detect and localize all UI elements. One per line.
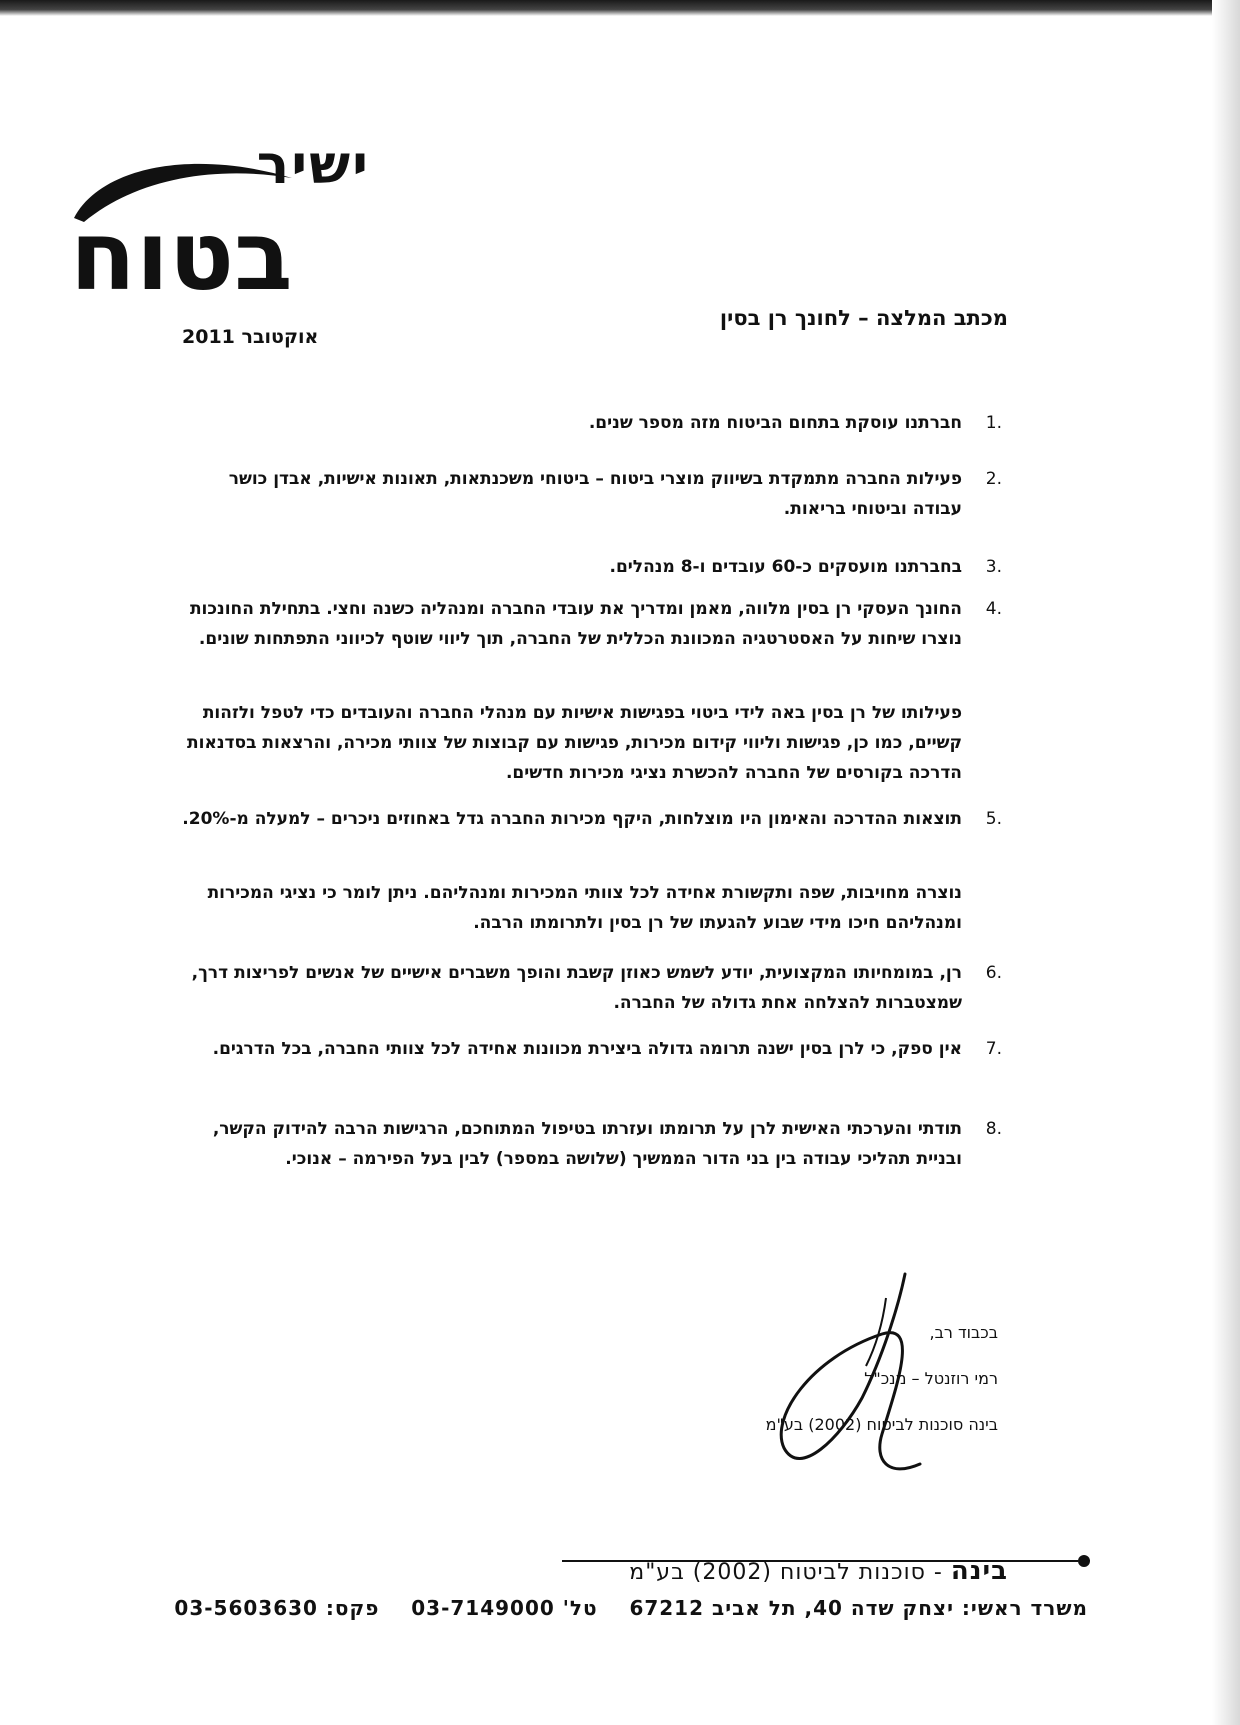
list-item-4 (182, 594, 1002, 654)
item-number: 4. (985, 599, 1002, 619)
item-number: 1. (985, 413, 1002, 433)
list-item-5-continued (182, 878, 962, 938)
item-number: 6. (985, 963, 1002, 983)
logo-text-bottom: בטוח (70, 200, 293, 312)
item-text: תוצאות ההדרכה והאימון היו מוצלחות, היקף מכירות החברה גדל באחוזים ניכרים – למעלה מ-20%. (182, 809, 962, 829)
item-text: אין ספק, כי לרן בסין ישנה תרומה גדולה ביצירת מכוונות אחידה לכל צוותי החברה, בכל הדרגים. (212, 1039, 962, 1059)
item-text: רן, במומחיותו המקצועית, יודע לשמש כאוזן קשבת והופך משברים אישיים של אנשים לפריצות דרך, שמצטברות להצלחה אחת גדולה של החברה. (191, 963, 962, 1013)
logo-text-top: ישיר (256, 133, 370, 196)
list-item-8 (182, 1114, 1002, 1174)
footer-phone: טל' 03-7149000 (411, 1596, 598, 1620)
list-item-6 (182, 958, 1002, 1018)
list-item-5 (182, 804, 1002, 834)
item-number: 3. (985, 557, 1002, 577)
footer-company (629, 1556, 1008, 1586)
scan-edge-top (0, 0, 1240, 16)
footer-contact (174, 1596, 1088, 1620)
signer-company: בינה סוכנות לביטוח (2002) בע"מ (765, 1415, 998, 1434)
letter-title: מכתב המלצה – לחונך רן בסין (719, 306, 1008, 330)
footer-company-rest: - סוכנות לביטוח (2002) בע"מ (629, 1560, 943, 1585)
handwritten-signature (770, 1268, 940, 1488)
footer-brand: בינה (950, 1556, 1008, 1586)
item-number: 7. (985, 1039, 1002, 1059)
item-text: פעילותו של רן בסין באה לידי ביטוי בפגישות אישיות עם מנהלי החברה והעובדים כדי לטפל ולזהות קשיים, כמו כן, פגישות וליווי קידום מכירות, פגישות עם קבוצות של צוותי מכירה, והרצאות בסדנאות הדרכה בקורסים של החברה להכשרת נציגי מכירות חדשים. (187, 703, 962, 783)
item-text: נוצרה מחויבות, שפה ותקשורת אחידה לכל צוותי המכירות ומנהליהם. ניתן לומר כי נציגי המכירות ומנהליהם חיכו מידי שבוע להגעתו של רן בסין ולתרומתו הרבה. (207, 883, 962, 933)
scan-edge-right (1212, 0, 1240, 1725)
company-logo (70, 133, 370, 312)
item-text: תודתי והערכתי האישית לרן על תרומתו ועזרתו בטיפול המתוחכם, הרגישות הרבה להידוק הקשר, ובניית תהליכי עבודה בין בני הדור הממשיך (שלושה במספר) לבין בעל הפירמה – אנוכי. (212, 1119, 962, 1169)
list-item-3 (182, 552, 1002, 582)
signer-name: רמי רוזנטל – מנכ"ל (864, 1369, 998, 1388)
list-item-4-continued (182, 698, 962, 788)
item-text: בחברתנו מועסקים כ-60 עובדים ו-8 מנהלים. (609, 557, 962, 577)
list-item-1 (182, 408, 1002, 438)
item-number: 8. (985, 1119, 1002, 1139)
item-text: חברתנו עוסקת בתחום הביטוח מזה מספר שנים. (588, 413, 962, 433)
footer-address: משרד ראשי: יצחק שדה 40, תל אביב 67212 (629, 1596, 1088, 1620)
item-number: 2. (985, 469, 1002, 489)
item-text: החונך העסקי רן בסין מלווה, מאמן ומדריך את עובדי החברה ומנהליה כשנה וחצי. בתחילת החונכות נוצרו שיחות על האסטרטגיה המכוונת הכללית של החברה, תוך ליווי שוטף לכיווני התפתחות שונים. (189, 599, 962, 649)
footer-fax: פקס: 03-5603630 (174, 1596, 380, 1620)
item-text: פעילות החברה מתמקדת בשיווק מוצרי ביטוח – ביטוחי משכנתאות, תאונות אישיות, אבדן כושר עבודה וביטוחי בריאות. (228, 469, 962, 519)
signoff-greeting: בכבוד רב, (929, 1323, 998, 1342)
list-item-2 (182, 464, 1002, 524)
item-number: 5. (985, 809, 1002, 829)
list-item-7 (182, 1034, 1002, 1064)
letter-date: אוקטובר 2011 (182, 326, 319, 348)
